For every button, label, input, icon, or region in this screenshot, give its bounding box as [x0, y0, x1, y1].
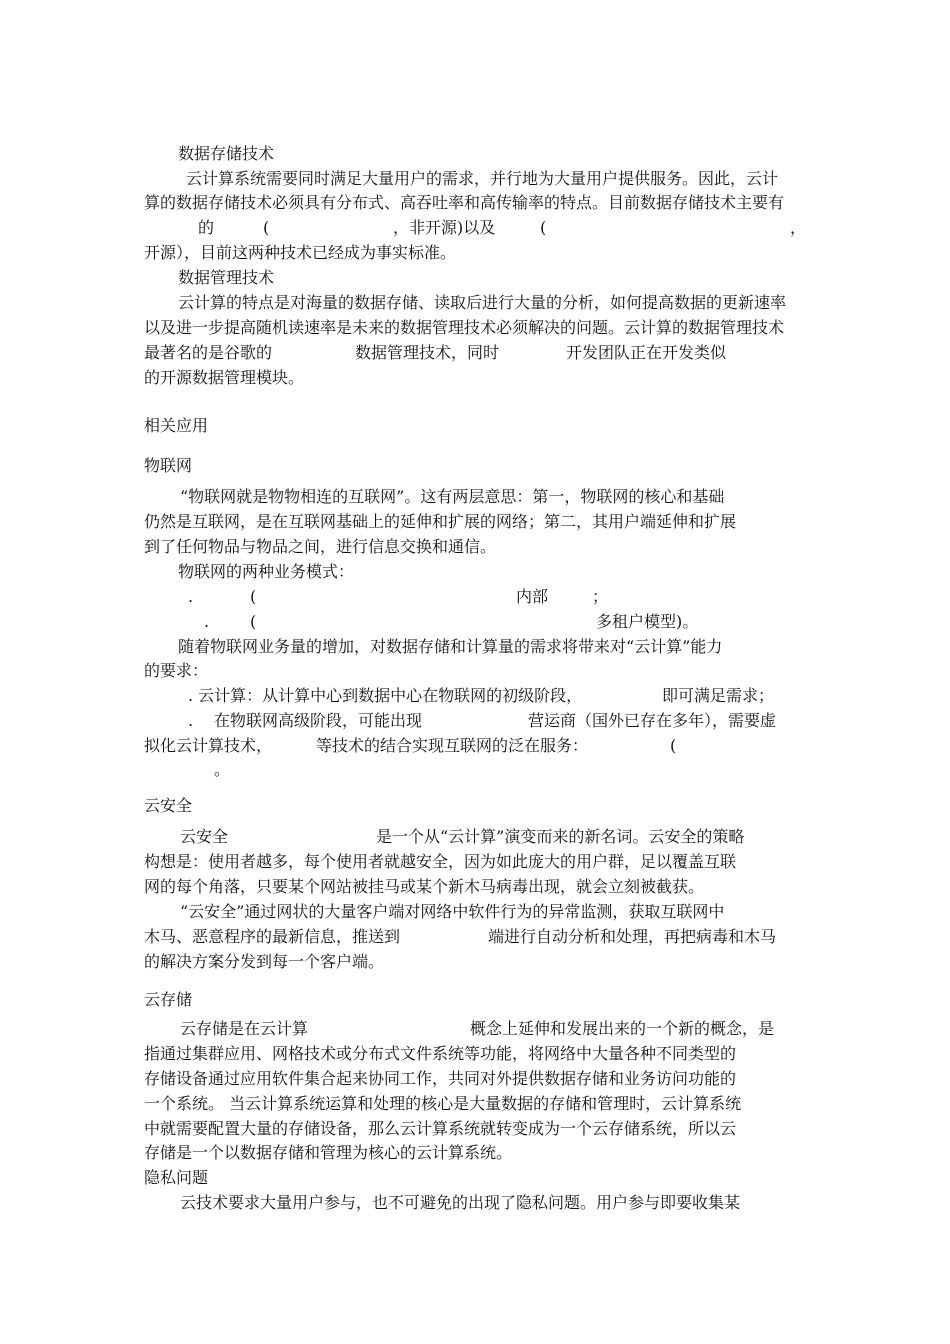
- paragraph-fragment: 是一个从“云计算”演变而来的新名词。云安全的策略: [376, 827, 745, 846]
- section-heading-applications: 相关应用: [144, 416, 209, 435]
- paragraph-fragment: 概念上延伸和发展出来的一个新的概念，是: [470, 1019, 775, 1038]
- paragraph-fragment: (: [670, 736, 677, 755]
- paragraph-fragment: 。: [214, 760, 231, 779]
- paragraph-line: 云计算系统需要同时满足大量用户的需求，并行地为大量用户提供服务。因此，云计: [186, 169, 779, 188]
- paragraph-line: “云安全”通过网状的大量客户端对网络中软件行为的异常监测，获取互联网中: [180, 902, 725, 921]
- paragraph-fragment: 最著名的是谷歌的: [144, 343, 273, 362]
- list-marker: .: [188, 587, 194, 606]
- paragraph-fragment: ，非开源)以及: [393, 218, 496, 237]
- section-heading-storage: 数据存储技术: [178, 144, 275, 163]
- section-heading-management: 数据管理技术: [178, 268, 275, 287]
- paragraph-line: 随着物联网业务量的增加，对数据存储和计算量的需求将带来对“云计算”能力: [178, 637, 723, 656]
- paragraph-fragment: 等技术的结合实现互联网的泛在服务：: [316, 736, 589, 755]
- paragraph-line: 一个系统。 当云计算系统运算和处理的核心是大量数据的存储和管理时，云计算系统: [144, 1094, 742, 1113]
- paragraph-line: “物联网就是物物相连的互联网”。这有两层意思：第一，物联网的核心和基础: [180, 487, 725, 506]
- paragraph-line: 算的数据存储技术必须具有分布式、高吞吐率和高传输率的特点。目前数据存储技术主要有: [144, 193, 785, 212]
- section-heading-security: 云安全: [144, 796, 193, 815]
- list-marker: .: [188, 711, 194, 730]
- paragraph-line: 开源），目前这两种技术已经成为事实标准。: [144, 243, 457, 262]
- paragraph-fragment: 在物联网高级阶段，可能出现: [214, 711, 423, 730]
- paragraph-fragment: 木马、恶意程序的最新信息，推送到: [144, 927, 401, 946]
- paragraph-line: 的解决方案分发到每一个客户端。: [144, 952, 385, 971]
- paragraph-line: 网的每个角落，只要某个网站被挂马或某个新木马病毒出现，就会立刻被截获。: [144, 877, 705, 896]
- paragraph-fragment: 开发团队正在开发类似: [566, 343, 727, 362]
- list-item: . 云计算：从计算中心到数据中心在物联网的初级阶段，: [188, 686, 583, 705]
- section-heading-privacy: 隐私问题: [144, 1168, 209, 1187]
- paragraph-line: 存储设备通过应用软件集合起来协同工作，共同对外提供数据存储和业务访问功能的: [144, 1069, 737, 1088]
- paragraph-fragment: 多租户模型)。: [596, 612, 699, 631]
- paragraph-fragment: 即可满足需求；: [662, 686, 775, 705]
- paragraph-fragment: ；: [592, 587, 609, 606]
- paragraph-line: 云技术要求大量用户参与，也不可避免的出现了隐私问题。用户参与即要收集某: [180, 1193, 741, 1212]
- paragraph-line: 的开源数据管理模块。: [144, 368, 305, 387]
- section-heading-iot: 物联网: [144, 456, 193, 475]
- list-marker: .: [204, 612, 210, 631]
- paragraph-line: 物联网的两种业务模式：: [178, 562, 355, 581]
- paragraph-line: 云计算的特点是对海量的数据存储、读取后进行大量的分析，如何提高数据的更新速率: [178, 293, 787, 312]
- paragraph-fragment: 营运商（国外已存在多年），需要虚: [528, 711, 777, 730]
- paragraph-fragment: 云存储是在云计算: [180, 1019, 309, 1038]
- paragraph-line: 到了任何物品与物品之间，进行信息交换和通信。: [144, 537, 497, 556]
- paragraph-fragment: 云安全: [180, 827, 229, 846]
- paragraph-line: 中就需要配置大量的存储设备，那么云计算系统就转变成为一个云存储系统，所以云: [144, 1119, 737, 1138]
- paragraph-fragment: (: [263, 218, 270, 237]
- paragraph-fragment: (: [540, 218, 547, 237]
- paragraph-fragment: 的: [198, 218, 215, 237]
- paragraph-fragment: (: [250, 587, 257, 606]
- paragraph-line: 以及进一步提高随机读速率是未来的数据管理技术必须解决的问题。云计算的数据管理技术: [144, 318, 785, 337]
- paragraph-fragment: 内部: [516, 587, 549, 606]
- section-heading-cloud-storage: 云存储: [144, 990, 193, 1009]
- paragraph-fragment: 端进行自动分析和处理，再把病毒和木马: [488, 927, 777, 946]
- paragraph-line: 指通过集群应用、网格技术或分布式文件系统等功能，将网络中大量各种不同类型的: [144, 1044, 737, 1063]
- paragraph-line: 仍然是互联网，是在互联网基础上的延伸和扩展的网络；第二，其用户端延伸和扩展: [144, 512, 737, 531]
- paragraph-line: 存储是一个以数据存储和管理为核心的云计算系统。: [144, 1143, 513, 1162]
- paragraph-line: 的要求：: [144, 661, 209, 680]
- paragraph-fragment: 拟化云计算技术，: [144, 736, 273, 755]
- paragraph-fragment: ，: [790, 218, 807, 237]
- paragraph-fragment: 数据管理技术，同时: [355, 343, 500, 362]
- paragraph-line: 构想是：使用者越多，每个使用者就越安全，因为如此庞大的用户群，足以覆盖互联: [144, 852, 737, 871]
- paragraph-fragment: (: [250, 612, 257, 631]
